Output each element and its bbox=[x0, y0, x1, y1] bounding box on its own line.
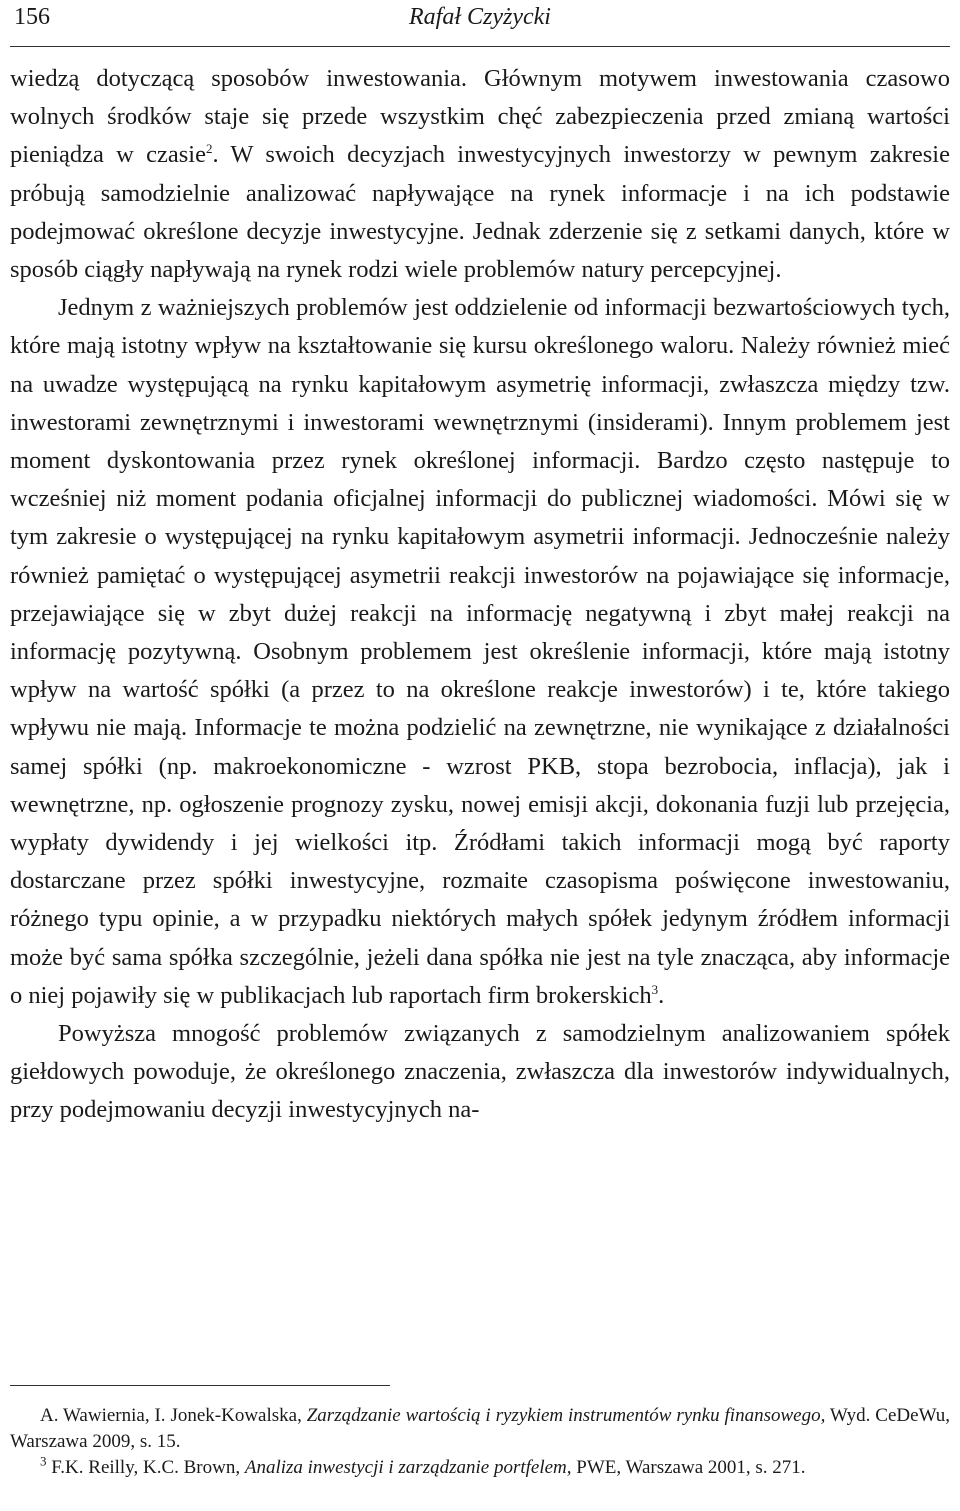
paragraph-2-text-a: Jednym z ważniejszych problemów jest oddzielenie od informacji bezwartościowych tych, które mają istotny wpływ na kształtowanie się kursu określonego waloru. Należy również mieć na uwadze występującą na rynku kapitałowym asymetrię informacji, zwłaszcza między tzw. inwestorami zewnętrznymi i inwestorami wewnętrznymi (insiderami). Innym problemem jest moment dyskontowania przez rynek określonej informacji. Bardzo często następuje to wcześniej niż moment podania oficjalnej informacji do publicznej wiadomości. Mówi się w tym zakresie o występującej na rynku kapitałowym asymetrii informacji. Jednocześnie należy również pamiętać o występującej asymetrii reakcji inwestorów na pojawiające się informacje, przejawiające się w zbyt dużej reakcji na informację negatywną i zbyt małej reakcji na informację pozytywną. Osobnym problemem jest określenie informacji, które mają istotny wpływ na wartość spółki (a przez to na określone reakcje inwestorów) i te, które takiego wpływu nie mają. Informacje te można podzielić na zewnętrzne, nie wynikające z działalności samej spółki (np. makroekonomiczne - wzrost PKB, stopa bezrobocia, inflacja), jak i wewnętrzne, np. ogłoszenie prognozy zysku, nowej emisji akcji, dokonania fuzji lub przejęcia, wypłaty dywidendy i jej wielkości itp. Źródłami takich informacji mogą być raporty dostarczane przez spółki inwestycyjne, rozmaite czasopisma poświęcone inwestowaniu, różnego typu opinie, a w przypadku niektórych małych spółek jedynym źródłem informacji może być sama spółka szczególnie, jeżeli dana spółka nie jest na tyle znacząca, aby informacje o niej pojawiły się w publikacjach lub raportach firm brokerskich bbox=[10, 294, 950, 1009]
paragraph-1 bbox=[10, 60, 950, 289]
footnote-rule bbox=[10, 1385, 390, 1386]
footnote-ref-3: 3 bbox=[651, 981, 659, 997]
footnote-2 bbox=[10, 1403, 950, 1455]
footnote-2-publisher: Wyd. CeDeWu, Warszawa 2009, s. 15. bbox=[10, 1405, 950, 1452]
body-text bbox=[10, 60, 950, 1130]
running-head: Rafał Czyżycki bbox=[409, 4, 551, 30]
footnote-2-authors: A. Wawiernia, I. Jonek-Kowalska, bbox=[40, 1405, 307, 1426]
footnote-3-authors: F.K. Reilly, K.C. Brown, bbox=[46, 1457, 245, 1478]
footnotes bbox=[10, 1403, 950, 1481]
paragraph-1-text-b: . W swoich decyzjach inwestycyjnych inwestorzy w pewnym zakresie próbują samodzielnie analizować napływające na rynek informacje i na ich podstawie podejmować określone decyzje inwestycyjne. Jednak zderzenie się z setkami danych, które w sposób ciągły napływają na rynek rodzi wiele problemów natury percepcyjnej. bbox=[10, 141, 950, 284]
paragraph-3: Powyższa mnogość problemów związanych z samodzielnym analizowaniem spółek giełdowych powoduje, że określonego znaczenia, zwłaszcza dla inwestorów indywidualnych, przy podejmowaniu decyzji inwestycyjnych na- bbox=[10, 1020, 950, 1124]
page-header bbox=[0, 0, 960, 46]
footnote-3-title: Analiza inwestycji i zarządzanie portfelem, bbox=[244, 1457, 572, 1478]
footnote-2-title: Zarządzanie wartością i ryzykiem instrumentów rynku finansowego, bbox=[306, 1405, 826, 1426]
paragraph-1-text-a: wiedzą dotyczącą sposobów inwestowania. Głównym motywem inwestowania czasowo wolnych środków staje się przede wszystkim chęć zabezpieczenia przed zmianą wartości pieniądza w czasie bbox=[10, 65, 950, 169]
footnote-3 bbox=[10, 1455, 950, 1481]
footnote-3-publisher: PWE, Warszawa 2001, s. 271. bbox=[571, 1457, 806, 1478]
paragraph-2 bbox=[10, 289, 950, 1015]
footnote-ref-2: 2 bbox=[205, 141, 213, 157]
paragraph-2-text-b: . bbox=[658, 981, 665, 1009]
header-rule bbox=[10, 46, 950, 47]
page-number: 156 bbox=[14, 4, 50, 30]
footnote-3-mark: 3 bbox=[40, 1453, 47, 1469]
